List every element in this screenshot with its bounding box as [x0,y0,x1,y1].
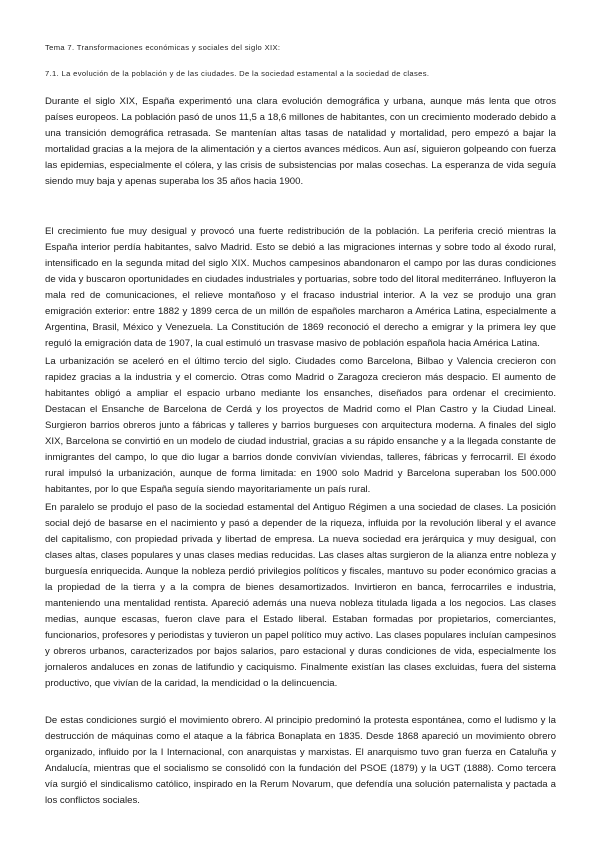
section-title: 7.1. La evolución de la población y de las ciudades. De la sociedad estamental a la sociedad de clases. [45,69,430,78]
paragraph-labor-movement: De estas condiciones surgió el movimiento obrero. Al principio predominó la protesta espontánea, como el ludismo y la destrucción de máquinas como el ataque a la fábrica Bonaplata en 1835. Desde 1868 apareció un movimiento obrero organizado, influido por la I Internacional, con anarquistas y marxistas. El anarquismo tuvo gran fuerza en Cataluña y Andalucía, mientras que el socialismo se consolidó con la fundación del PSOE (1879) y la UGT (1888). Como tercera vía surgió el sindicalismo católico, inspirado en la Rerum Novarum, que defendía una solución paternalista y pactada a los conflictos sociales. [45,715,556,806]
paragraph-urbanization: La urbanización se aceleró en el último tercio del siglo. Ciudades como Barcelona, Bilbao y Valencia crecieron con rapidez gracias a la industria y el comercio. Otras como Madrid o Zaragoza crecieron más despacio. El aumento de habitantes obligó a ampliar el espacio urbano mediante los ensanches, diseñados para ordenar el crecimiento. Destacan el Ensanche de Barcelona de Cerdá y los proyectos de Madrid como el Plan Castro y la Ciudad Lineal. Surgieron barrios obreros junto a fábricas y talleres y barrios burgueses con arquitectura moderna. A finales del siglo XIX, Barcelona se convirtió en un modelo de ciudad industrial, gracias a su rápido ensanche y a la llegada constante de inmigrantes del campo, lo que dio lugar a barrios donde convivían viviendas, talleres, fábricas y ferrocarril. El éxodo rural impulsó la urbanización, aunque de forma limitada: en 1900 solo Madrid y Barcelona superaban los 500.000 habitantes, por lo que España seguía siendo mayoritariamente un país rural. [45,356,556,495]
paragraph-demography: Durante el siglo XIX, España experimentó una clara evolución demográfica y urbana, aunque más lenta que otros países europeos. La población pasó de unos 11,5 a 18,6 millones de habitantes, con un crecimiento moderado debido a una transición demográfica retrasada. Se mantenían altas tasas de natalidad y mortalidad, pero empezó a bajar la mortalidad gracias a la mejora de la alimentación y a ciertos avances médicos. Aun así, siguieron golpeando con fuerza las epidemias, especialmente el cólera, y las crisis de subsistencias por malas cosechas. La esperanza de vida seguía siendo muy baja y apenas superaba los 35 años hacia 1900. [45,96,556,187]
topic-title: Tema 7. Transformaciones económicas y sociales del siglo XIX: [45,43,281,52]
paragraph-class-society: En paralelo se produjo el paso de la sociedad estamental del Antiguo Régimen a una sociedad de clases. La posición social dejó de basarse en el nacimiento y pasó a depender de la riqueza, influida por la revolución liberal y el avance del capitalismo, con propiedad privada y libertad de empresa. La nueva sociedad era jerárquica y muy desigual, con clases altas, clases populares y unas clases medias reducidas. Las clases altas surgieron de la alianza entre nobleza y burguesía enriquecida. Aunque la nobleza perdió privilegios políticos y fiscales, mantuvo su poder económico gracias a la propiedad de la tierra y a la compra de bienes desamortizados. Invirtieron en banca, ferrocarriles e industria, manteniendo una mentalidad rentista. Apareció además una nueva nobleza titulada ligada a los negocios. Las clases medias, aunque escasas, fueron clave para el Estado liberal. Estaban formadas por propietarios, comerciantes, funcionarios, profesores y periodistas y tuvieron un papel político muy activo. Las clases populares incluían campesinos y obreros urbanos, caracterizados por bajos salarios, paro estacional y duras condiciones de vida, especialmente los jornaleros andaluces en zonas de latifundio y caciquismo. Finalmente existían las clases excluidas, fuera del sistema productivo, que vivían de la caridad, la mendicidad o la delincuencia. [45,502,556,689]
paragraph-migration: El crecimiento fue muy desigual y provocó una fuerte redistribución de la población. La periferia creció mientras la España interior perdía habitantes, salvo Madrid. Esto se debió a las migraciones internas y sobre todo al éxodo rural, intensificado en la segunda mitad del siglo XIX. Muchos campesinos abandonaron el campo por las duras condiciones de vida y buscaron oportunidades en ciudades industriales y portuarias, sobre todo del litoral mediterráneo. Influyeron la mala red de comunicaciones, el relieve montañoso y el fracaso industrial interior. A la vez se produjo una gran emigración exterior: entre 1882 y 1899 cerca de un millón de españoles marcharon a América Latina, especialmente a Argentina, Brasil, México y Venezuela. La Constitución de 1869 reconoció el derecho a emigrar y la primera ley que reguló la emigración data de 1907, la cual estimuló un trasvase masivo de población española hacia América Latina. [45,226,556,349]
